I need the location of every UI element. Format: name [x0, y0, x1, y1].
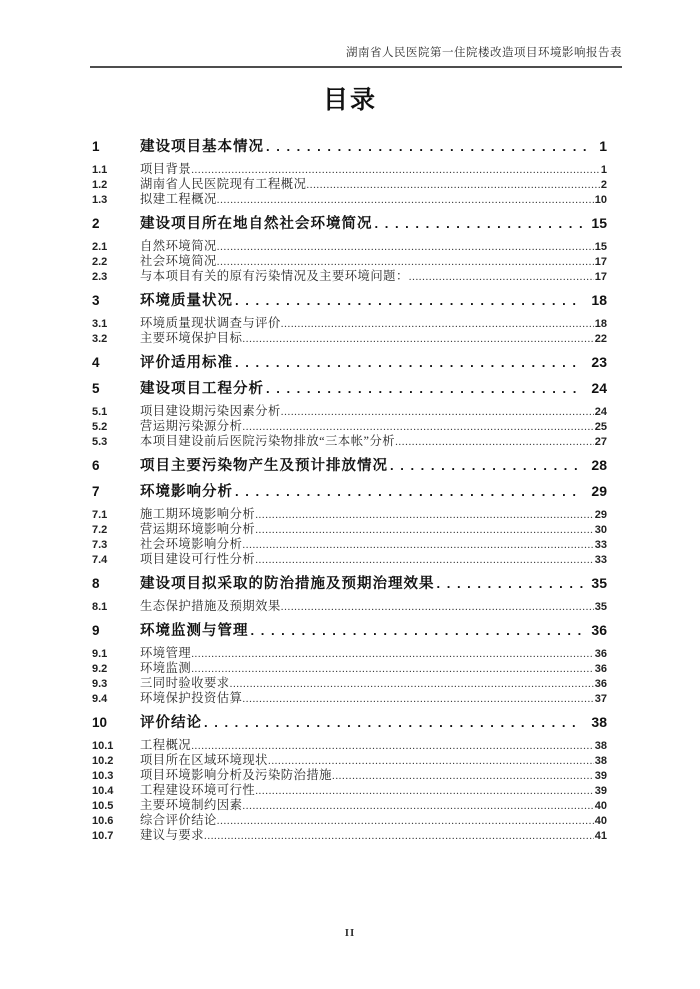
toc-entry-title: 主要环境制约因素: [140, 798, 243, 812]
toc-entry-number: 10.2: [92, 755, 114, 767]
toc-entry-page: 15: [594, 241, 607, 253]
toc-entry-page: 35: [594, 601, 607, 613]
toc-entry-title: 环境监测: [140, 661, 192, 675]
toc-entry-number: 9: [92, 623, 100, 638]
toc-entry-title: 环境影响分析: [140, 484, 233, 500]
toc-entry-page: 28: [591, 457, 607, 473]
toc-entry-number: 2.2: [92, 256, 108, 268]
toc-entry-title: 建设项目基本情况: [140, 139, 264, 155]
toc-entry[interactable]: [92, 316, 607, 331]
toc-entry[interactable]: [92, 192, 607, 207]
toc-entry-page: 1: [600, 164, 607, 176]
dot-leader: [242, 691, 593, 706]
running-title: 湖南省人民医院第一住院楼改造项目环境影响报告表: [346, 47, 622, 59]
toc-entry-page: 29: [591, 483, 607, 499]
toc-entry[interactable]: [92, 292, 607, 310]
toc-entry-page: 33: [594, 539, 607, 551]
toc-entry-page: 33: [594, 554, 607, 566]
toc-entry-number: 8.1: [92, 601, 108, 613]
toc-entry-page: 39: [594, 785, 607, 797]
dot-leader: [204, 828, 594, 843]
toc-entry-title: 项目环境影响分析及污染防治措施: [140, 768, 332, 782]
dot-leader: [251, 622, 584, 640]
toc-entry-number: 1: [92, 139, 100, 154]
toc-entry-title: 建议与要求: [140, 828, 204, 842]
toc-entry[interactable]: [92, 177, 607, 192]
dot-leader: [242, 798, 593, 813]
toc-entry-number: 3.2: [92, 333, 108, 345]
toc-entry-title: 项目所在区域环境现状: [140, 753, 268, 767]
toc-entry-title: 项目背景: [140, 162, 192, 176]
toc-entry-page: 30: [594, 524, 607, 536]
toc-entry-title: 环境保护投资估算: [140, 691, 243, 705]
toc-entry-page: 41: [594, 830, 607, 842]
dot-leader: [235, 483, 583, 501]
dot-leader: [217, 239, 594, 254]
toc-entry[interactable]: [92, 646, 607, 661]
toc-entry-number: 7.3: [92, 539, 108, 551]
toc-entry-page: 35: [591, 575, 607, 591]
toc-entry-number: 10.5: [92, 800, 114, 812]
toc-entry-title: 工程建设环境可行性: [140, 783, 256, 797]
toc-entry-title: 建设项目拟采取的防治措施及预期治理效果: [140, 576, 435, 592]
toc-entry-title: 营运期污染源分析: [140, 419, 243, 433]
dot-leader: [217, 813, 594, 828]
dot-leader: [242, 537, 593, 552]
toc-entry-title: 营运期环境影响分析: [140, 522, 256, 536]
toc-entry-title: 拟建工程概况: [140, 192, 217, 206]
toc-entry[interactable]: [92, 380, 607, 398]
toc-entry-title: 本项目建设前后医院污染物排放“三本帐”分析: [140, 434, 396, 448]
toc-entry-page: 17: [594, 256, 607, 268]
toc-entry[interactable]: [92, 239, 607, 254]
dot-leader: [255, 522, 594, 537]
dot-leader: [306, 177, 600, 192]
dot-leader: [235, 292, 583, 310]
toc-entry[interactable]: [92, 354, 607, 372]
toc-entry-page: 10: [594, 194, 607, 206]
toc-entry[interactable]: [92, 676, 607, 691]
toc-entry-page: 15: [591, 215, 607, 231]
dot-leader: [191, 162, 600, 177]
dot-leader: [191, 661, 594, 676]
toc-entry-number: 9.4: [92, 693, 108, 705]
toc-entry[interactable]: [92, 434, 607, 449]
toc-entry[interactable]: [92, 813, 607, 828]
toc-entry[interactable]: [92, 783, 607, 798]
toc-entry[interactable]: [92, 828, 607, 843]
dot-leader: [375, 215, 584, 233]
toc-entry-number: 5.1: [92, 406, 108, 418]
toc-entry-title: 社会环境影响分析: [140, 537, 243, 551]
toc-entry-page: 24: [594, 406, 607, 418]
toc-entry-title: 自然环境简况: [140, 239, 217, 253]
toc-entry-number: 6: [92, 458, 100, 473]
dot-leader: [242, 331, 593, 346]
toc-entry-page: 39: [594, 770, 607, 782]
toc-entry[interactable]: [92, 162, 607, 177]
toc-entry[interactable]: [92, 622, 607, 640]
toc-entry-number: 1.3: [92, 194, 108, 206]
toc-entry-number: 7.1: [92, 509, 108, 521]
toc-entry-page: 17: [594, 271, 607, 283]
toc-entry[interactable]: [92, 215, 607, 233]
dot-leader: [409, 269, 594, 284]
toc-entry-number: 2.3: [92, 271, 108, 283]
toc-entry[interactable]: [92, 552, 607, 567]
toc-entry-number: 10.6: [92, 815, 114, 827]
toc-entry[interactable]: [92, 798, 607, 813]
dot-leader: [255, 552, 594, 567]
toc-entry-number: 5.2: [92, 421, 108, 433]
toc-entry-number: 9.1: [92, 648, 108, 660]
toc-entry-number: 8: [92, 576, 100, 591]
toc-entry-page: 18: [594, 318, 607, 330]
toc-entry-page: 38: [591, 714, 607, 730]
dot-leader: [204, 714, 583, 732]
toc-entry-title: 环境质量状况: [140, 293, 233, 309]
dot-leader: [217, 192, 594, 207]
toc-entry-number: 2.1: [92, 241, 108, 253]
toc-entry-title: 项目主要污染物产生及预计排放情况: [140, 458, 388, 474]
toc-entry-title: 项目建设期污染因素分析: [140, 404, 281, 418]
toc-entry-title: 施工期环境影响分析: [140, 507, 256, 521]
toc-entry[interactable]: [92, 753, 607, 768]
toc-entry-title: 环境管理: [140, 646, 192, 660]
page-header: [90, 44, 622, 68]
toc-entry-title: 三同时验收要求: [140, 676, 230, 690]
toc-entry[interactable]: [92, 269, 607, 284]
toc-entry[interactable]: [92, 254, 607, 269]
dot-leader: [281, 316, 594, 331]
toc-entry-number: 7: [92, 484, 100, 499]
toc-entry[interactable]: [92, 457, 607, 475]
toc-entry[interactable]: [92, 522, 607, 537]
toc-entry-number: 9.2: [92, 663, 108, 675]
toc-entry-title: 生态保护措施及预期效果: [140, 599, 281, 613]
toc-entry-number: 5.3: [92, 436, 108, 448]
toc-entry-page: 36: [594, 663, 607, 675]
toc-entry-page: 38: [594, 740, 607, 752]
toc-entry-number: 10.3: [92, 770, 114, 782]
toc-entry-page: 25: [594, 421, 607, 433]
dot-leader: [395, 434, 594, 449]
dot-leader: [266, 380, 583, 398]
toc-entry-title: 社会环境简况: [140, 254, 217, 268]
toc-entry-page: 23: [591, 354, 607, 370]
page-number: II: [344, 927, 356, 939]
toc-entry-number: 10.1: [92, 740, 114, 752]
toc-entry[interactable]: [92, 537, 607, 552]
toc-entry-number: 10.7: [92, 830, 114, 842]
toc-entry-title: 项目建设可行性分析: [140, 552, 256, 566]
toc-entry[interactable]: [92, 331, 607, 346]
toc-entry[interactable]: [92, 483, 607, 501]
dot-leader: [191, 646, 594, 661]
toc-entry-title: 工程概况: [140, 738, 192, 752]
toc-entry[interactable]: [92, 404, 607, 419]
toc-entry[interactable]: [92, 575, 607, 593]
toc-entry[interactable]: [92, 714, 607, 732]
dot-leader: [437, 575, 584, 593]
toc-entry-number: 10.4: [92, 785, 114, 797]
toc-entry-title: 评价适用标准: [140, 355, 233, 371]
dot-leader: [390, 457, 583, 475]
toc-entry-title: 综合评价结论: [140, 813, 217, 827]
toc-entry-number: 1.2: [92, 179, 108, 191]
toc-entry-number: 3.1: [92, 318, 108, 330]
toc-entry-number: 3: [92, 293, 100, 308]
toc-entry[interactable]: [92, 599, 607, 614]
toc-entry-number: 7.2: [92, 524, 108, 536]
toc-entry[interactable]: [92, 661, 607, 676]
toc-list: [92, 138, 607, 843]
toc-entry-page: 36: [594, 678, 607, 690]
toc-entry-page: 2: [600, 179, 607, 191]
toc-entry[interactable]: [92, 738, 607, 753]
toc-entry-number: 5: [92, 381, 100, 396]
toc-entry-page: 36: [591, 622, 607, 638]
toc-entry-title: 与本项目有关的原有污染情况及主要环境问题：: [140, 269, 409, 283]
toc-entry-title: 主要环境保护目标: [140, 331, 243, 345]
toc-entry-title: 湖南省人民医院现有工程概况: [140, 177, 307, 191]
toc-entry-number: 2: [92, 216, 100, 231]
dot-leader: [281, 404, 594, 419]
toc-entry[interactable]: [92, 691, 607, 706]
dot-leader: [235, 354, 583, 372]
toc-entry-title: 建设项目工程分析: [140, 381, 264, 397]
toc-entry-page: 18: [591, 292, 607, 308]
page-footer: [0, 927, 700, 939]
toc-entry-page: 24: [591, 380, 607, 396]
dot-leader: [230, 676, 594, 691]
toc-entry-page: 40: [594, 800, 607, 812]
toc-entry-page: 29: [594, 509, 607, 521]
toc-entry-page: 1: [599, 138, 607, 154]
dot-leader: [242, 419, 593, 434]
dot-leader: [266, 138, 591, 156]
toc-title: 目录: [322, 86, 377, 114]
toc-entry-page: 22: [594, 333, 607, 345]
toc-entry-number: 10: [92, 715, 108, 730]
dot-leader: [255, 783, 594, 798]
toc-entry-page: 36: [594, 648, 607, 660]
dot-leader: [281, 599, 594, 614]
dot-leader: [268, 753, 594, 768]
toc-entry[interactable]: [92, 419, 607, 434]
dot-leader: [217, 254, 594, 269]
toc-entry-title: 环境质量现状调查与评价: [140, 316, 281, 330]
toc-entry-page: 37: [594, 693, 607, 705]
toc-entry-title: 建设项目所在地自然社会环境简况: [140, 216, 373, 232]
toc-entry-number: 4: [92, 355, 100, 370]
toc-entry[interactable]: [92, 507, 607, 522]
toc-entry-page: 38: [594, 755, 607, 767]
toc-entry-number: 9.3: [92, 678, 108, 690]
toc-entry-title: 评价结论: [140, 715, 202, 731]
toc-entry[interactable]: [92, 138, 607, 156]
dot-leader: [332, 768, 594, 783]
toc-entry-page: 27: [594, 436, 607, 448]
dot-leader: [255, 507, 594, 522]
toc-entry-page: 40: [594, 815, 607, 827]
dot-leader: [191, 738, 594, 753]
toc-entry-number: 7.4: [92, 554, 108, 566]
toc-entry[interactable]: [92, 768, 607, 783]
toc-entry-number: 1.1: [92, 164, 108, 176]
toc-entry-title: 环境监测与管理: [140, 623, 249, 639]
